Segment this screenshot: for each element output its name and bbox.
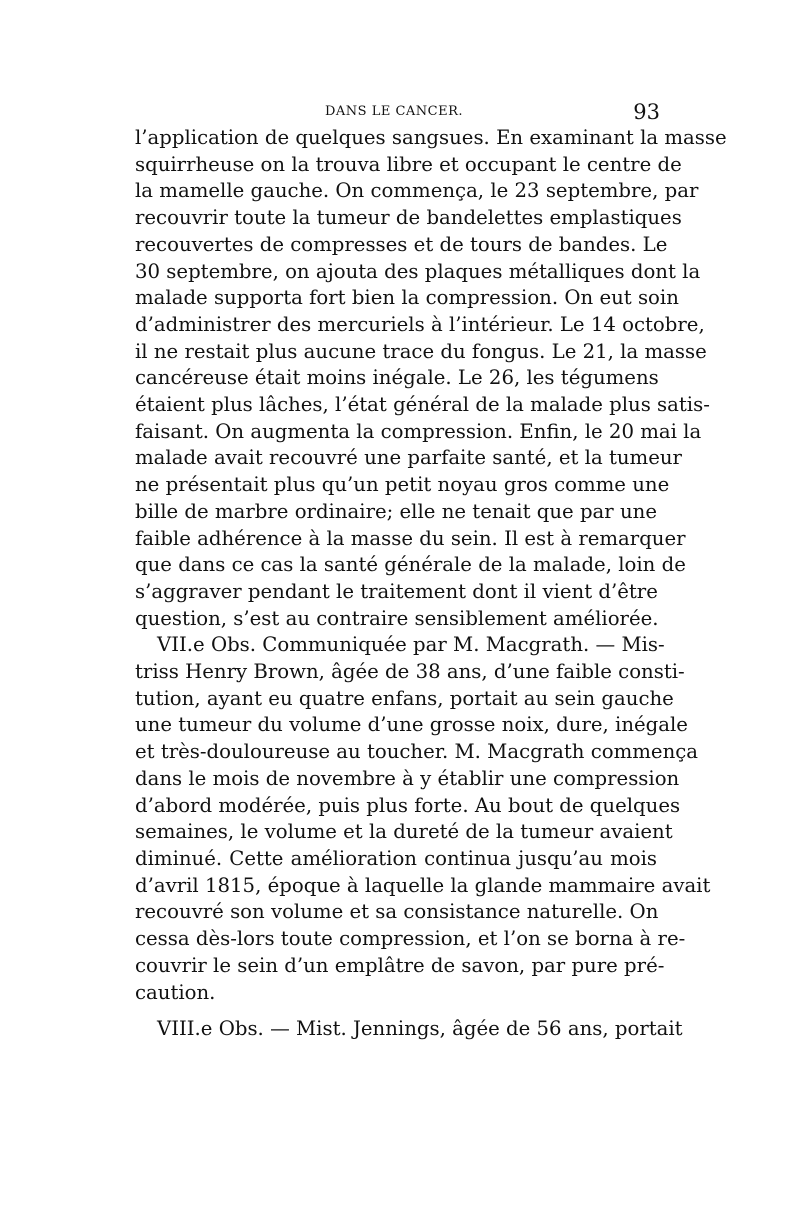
text-line: faible adhérence à la masse du sein. Il est à remarquer bbox=[135, 526, 686, 550]
text-line: recouvré son volume et sa consistance naturelle. On bbox=[135, 900, 659, 924]
text-line: d’avril 1815, époque à laquelle la glande mammaire avait bbox=[135, 873, 711, 897]
text-line: ne présentait plus qu’un petit noyau gros comme une bbox=[135, 473, 670, 497]
text-line: malade supporta fort bien la compression. On eut soin bbox=[135, 286, 679, 310]
text-line: la mamelle gauche. On commença, le 23 septembre, par bbox=[135, 179, 699, 203]
text-line: tution, ayant eu quatre enfans, portait au sein gauche bbox=[135, 686, 674, 710]
text-line: et très-douloureuse au toucher. M. Macgrath commença bbox=[135, 740, 699, 764]
text-line: l’application de quelques sangsues. En examinant la masse bbox=[135, 126, 727, 149]
text-line: squirrheuse on la trouva libre et occupant le centre de bbox=[135, 152, 682, 176]
running-head: DANS LE CANCER. bbox=[324, 104, 464, 119]
paragraph-spacer bbox=[135, 1006, 657, 1016]
body-text bbox=[135, 125, 727, 1043]
text-line: d’administrer des mercuriels à l’intérieur. Le 14 octobre, bbox=[135, 312, 705, 336]
text-line: triss Henry Brown, âgée de 38 ans, d’une faible consti- bbox=[135, 660, 685, 684]
text-line: s’aggraver pendant le traitement dont il vient d’être bbox=[135, 579, 658, 603]
text-line: cancéreuse était moins inégale. Le 26, les tégumens bbox=[135, 366, 659, 390]
text-line: couvrir le sein d’un emplâtre de savon, par pure pré- bbox=[135, 953, 665, 977]
text-line: il ne restait plus aucune trace du fongus. Le 21, la masse bbox=[135, 339, 707, 363]
text-line: caution. bbox=[135, 980, 216, 1004]
text-line: faisant. On augmenta la compression. Enfin, le 20 mai la bbox=[135, 419, 702, 443]
text-line: semaines, le volume et la dureté de la tumeur avaient bbox=[135, 820, 673, 844]
text-line: une tumeur du volume d’une grosse noix, dure, inégale bbox=[135, 713, 688, 737]
text-line: question, s’est au contraire sensiblement améliorée. bbox=[135, 606, 659, 630]
text-line: cessa dès-lors toute compression, et l’on se borna à re- bbox=[135, 927, 686, 951]
text-line: étaient plus lâches, l’état général de la malade plus satis- bbox=[135, 393, 710, 417]
text-line: recouvertes de compresses et de tours de bandes. Le bbox=[135, 232, 668, 256]
text-line: dans le mois de novembre à y établir une compression bbox=[135, 766, 680, 790]
text-line: que dans ce cas la santé générale de la malade, loin de bbox=[135, 553, 686, 577]
page-header bbox=[128, 100, 660, 126]
observation-heading-line: VII.e Obs. Communiquée par M. Macgrath. — Mis- bbox=[157, 633, 665, 657]
text-line: d’abord modérée, puis plus forte. Au bout de quelques bbox=[135, 793, 681, 817]
text-line: bille de marbre ordinaire; elle ne tenait que par une bbox=[135, 499, 657, 523]
text-line: diminué. Cette amélioration continua jusqu’au mois bbox=[135, 846, 657, 870]
page-number: 93 bbox=[633, 100, 660, 124]
observation-heading-line: VIII.e Obs. — Mist. Jennings, âgée de 56 ans, portait bbox=[157, 1017, 683, 1041]
text-line: recouvrir toute la tumeur de bandelettes emplastiques bbox=[135, 206, 682, 230]
text-line: malade avait recouvré une parfaite santé, et la tumeur bbox=[135, 446, 682, 470]
text-line: 30 septembre, on ajouta des plaques métalliques dont la bbox=[135, 259, 701, 283]
